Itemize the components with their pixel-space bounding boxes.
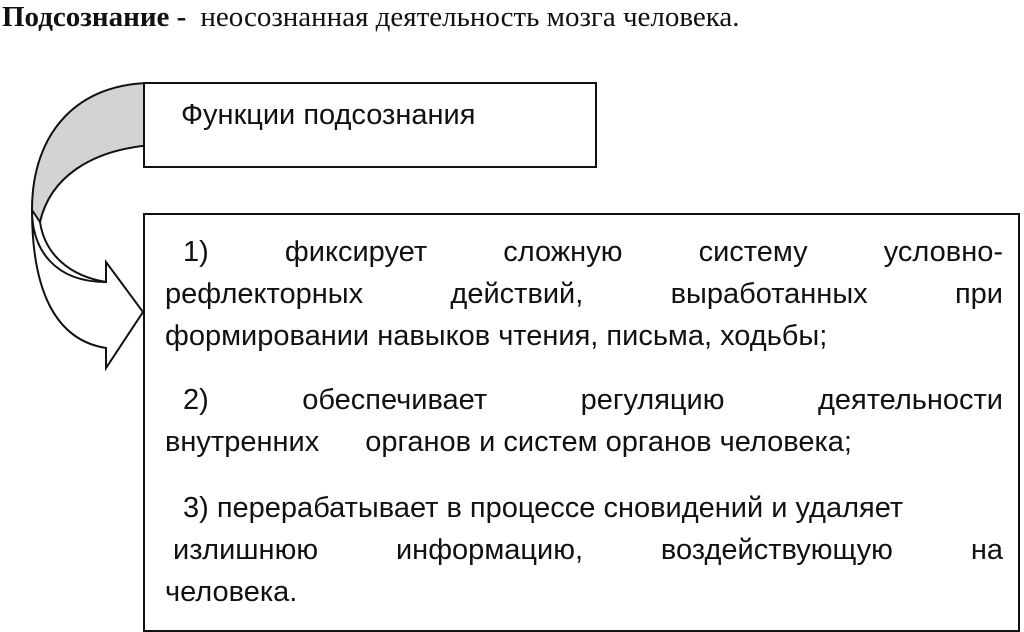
function-item-2 — [165, 379, 1003, 463]
function-item-1-line-1: 1) фиксирует сложную систему условно- — [183, 236, 1003, 268]
functions-title-label: Функции подсознания — [181, 99, 476, 131]
function-item-2-line-2b: органов и систем органов человека; — [365, 426, 852, 458]
function-item-3-line-3: человека. — [165, 576, 298, 608]
function-item-2-line-1: 2) обеспечивает регуляцию деятельности — [183, 384, 1003, 416]
functions-list-box — [143, 213, 1020, 632]
functions-title-box — [143, 82, 597, 168]
function-item-2-line-2a: внутренних — [165, 426, 320, 458]
function-item-3-line-2: излишнюю информацию, воздействующую на — [173, 534, 1003, 566]
function-item-2-line-2 — [165, 421, 1003, 463]
function-item-1-line-3: формировании навыков чтения, письма, ходьбы; — [165, 320, 828, 352]
arrow-ribbon-top — [32, 83, 152, 222]
function-item-3 — [165, 487, 1003, 613]
arrow-ribbon-bottom — [32, 210, 143, 368]
heading-term: Подсознание - — [2, 1, 187, 33]
function-item-1-line-2: рефлекторных действий, выработанных при — [165, 278, 1003, 310]
function-item-1 — [165, 231, 1003, 357]
heading-definition: неосознанная деятельность мозга человека. — [200, 1, 740, 33]
function-item-3-line-1: 3) перерабатывает в процессе сновидений и удаляет — [183, 492, 904, 524]
